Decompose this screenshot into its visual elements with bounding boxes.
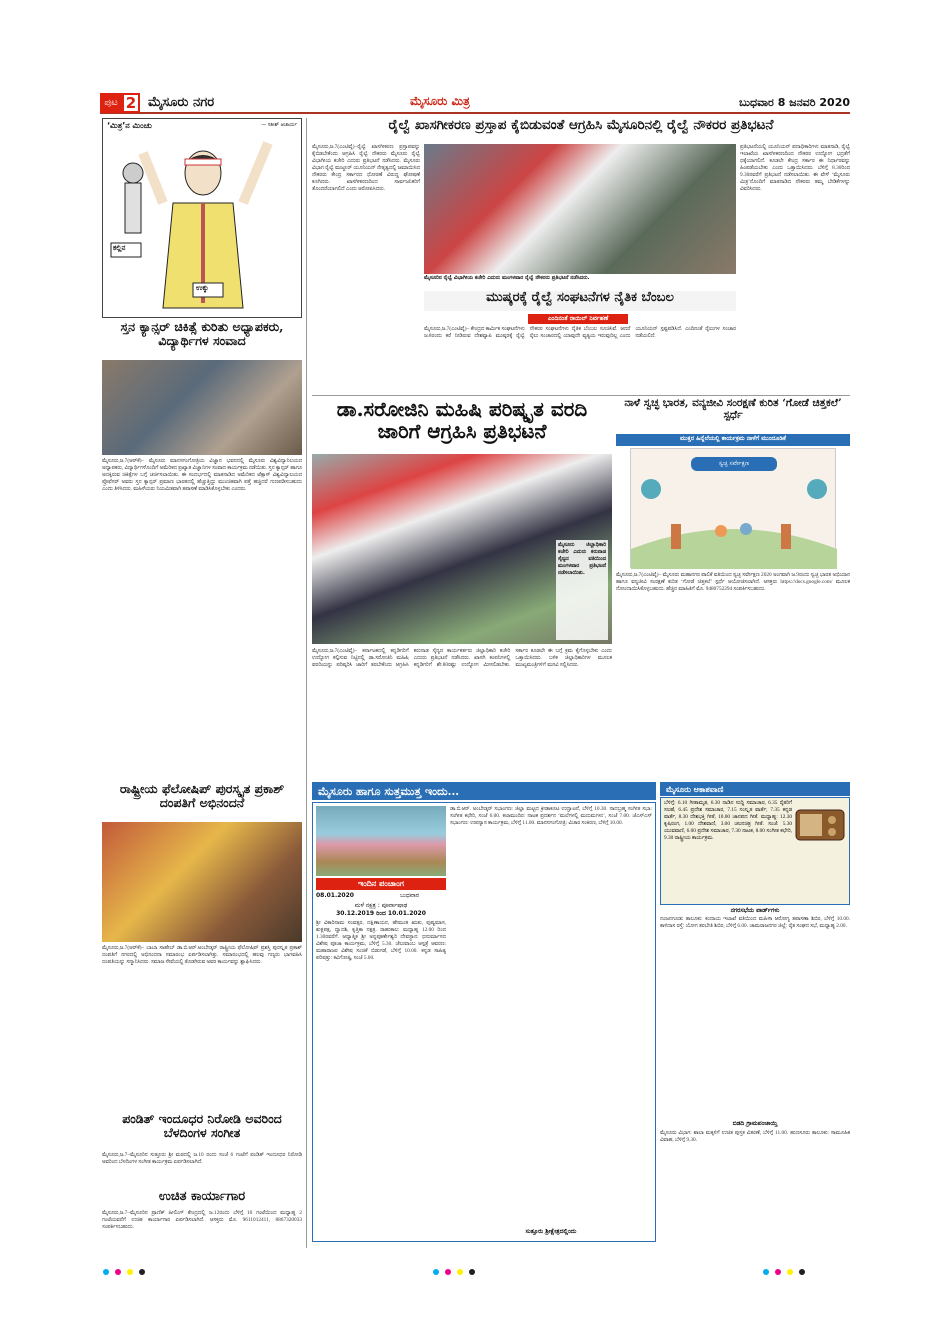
newspaper-page	[100, 92, 850, 1252]
radio-body-2: ನಂಜನಗೂಡು ತಾಲೂಕು: ಕಂದಾಯ ಇಲಾಖೆ ವತಿಯಿಂದ ಮಹಿಳಾ ಆರೋಗ್ಯ ತಪಾಸಣಾ ಶಿಬಿರ, ಬೆಳಿಗ್ಗೆ 10.00. ಕಾಳಿದಾಸ ರಸ್ತೆ: ಯೋಗ ತರಬೇತಿ ಶಿಬಿರ, ಬೆಳಿಗ್ಗೆ 6.00. ಚಾಮರಾಜನಗರ ಜಿಲ್ಲೆ: ರೈತ ಸಂಘದ ಸಭೆ, ಮಧ್ಯಾಹ್ನ 2.00.	[660, 916, 850, 929]
page-label: ಪುಟ	[100, 93, 122, 113]
registration-dot	[787, 1269, 793, 1275]
radio-section-2: ನಗರಸಭೆಯ ವಾರ್ಡ್‌ಗಳು	[730, 907, 780, 914]
railway-headline: ರೈಲ್ವೆ ಖಾಸಗೀಕರಣ ಪ್ರಸ್ತಾಪ ಕೈಬಿಡುವಂತೆ ಆಗ್ರಹಿಸಿ ಮೈಸೂರಿನಲ್ಲಿ ರೈಲ್ವೆ ನೌಕರರ ಪ್ರತಿಭಟನೆ	[388, 118, 774, 133]
events-footer: ಸುತ್ತೂರು ಶ್ರೀಕ್ಷೇತ್ರದಲ್ಲಿಂದು	[525, 1228, 577, 1235]
sarojini-photo-caption: ಮೈಸೂರು ಜಿಲ್ಲಾಧಿಕಾರಿ ಕಚೇರಿ ಎದುರು ಕರುನಾಡ ಸೈನ್ಯದ ವತಿಯಿಂದ ಮಂಗಳವಾರ ಪ್ರತಿಭಟನೆ ನಡೆಸಲಾಯಿತು.	[556, 540, 608, 640]
issue-date: ಬುಧವಾರ 8 ಜನವರಿ 2020	[739, 96, 850, 109]
registration-dot	[469, 1269, 475, 1275]
page-number: 2	[122, 93, 140, 113]
registration-dot	[127, 1269, 133, 1275]
palace-photo	[316, 806, 446, 876]
panchanga-title: ಇಂದಿನ ಪಂಚಾಂಗ	[316, 878, 446, 890]
events-body-right: ಡಾ.ಬಿ.ಆರ್. ಅಂಬೇಡ್ಕರ್ ಸಭಾಂಗಣ: ಜಿಲ್ಲಾ ಮಟ್ಟದ ಕ್ರೀಡಾಕೂಟ ಉದ್ಘಾಟನೆ, ಬೆಳಿಗ್ಗೆ 10.30. ನಾದಬ್ರಹ್ಮ ಸಂಗೀತ ಸಭಾ: ಸಂಗೀತ ಕಛೇರಿ, ಸಂಜೆ 6.00. ಕಲಾಮಂದಿರ: ನಾಟಕ ಪ್ರದರ್ಶನ ‘ಮಲೆಗಳಲ್ಲಿ ಮದುಮಗಳು’, ಸಂಜೆ 7.00. ಜೆಎಸ್‌ಎಸ್ ಸಭಾಂಗಣ: ಉಪನ್ಯಾಸ ಕಾರ್ಯಕ್ರಮ, ಬೆಳಿಗ್ಗೆ 11.00. ಮಾನಸಗಂಗೋತ್ರಿ: ವಿಚಾರ ಸಂಕಿರಣ, ಬೆಳಿಗ್ಗೆ 10.00.	[450, 806, 652, 826]
fellowship-body: ಮೈಸೂರು,ಜ.7(ಆರ್‌ಕೆ)– ಬಾಬಾ ಸಾಹೇಬ್ ಡಾ.ಬಿ.ಆರ್.ಅಂಬೇಡ್ಕರ್ ರಾಷ್ಟ್ರೀಯ ಫೆಲೋಷಿಪ್ ಪ್ರಶಸ್ತಿ ಪುರಸ್ಕೃತ ಪ್ರಕಾಶ್ ದಂಪತಿಗೆ ನಗರದಲ್ಲಿ ಅಭಿನಂದನಾ ಸಮಾರಂಭ ಏರ್ಪಡಿಸಲಾಗಿತ್ತು. ಸಮಾರಂಭದಲ್ಲಿ ಹಲವು ಗಣ್ಯರು ಭಾಗವಹಿಸಿ ದಂಪತಿಯನ್ನು ಸನ್ಮಾನಿಸಿದರು. ಸಮಾಜ ಸೇವೆಯಲ್ಲಿ ತೊಡಗಿರುವ ಅವರ ಕಾರ್ಯವನ್ನು ಶ್ಲಾಘಿಸಿದರು.	[102, 945, 302, 965]
registration-dot	[457, 1269, 463, 1275]
sarojini-body: ಮೈಸೂರು,ಜ.7(ಎಂಟಿವೈ)– ಕರ್ನಾಟಕದಲ್ಲಿ ಕನ್ನಡಿಗರಿಗೆ ಉದ್ಯೋಗ ಕಲ್ಪಿಸುವ ನಿಟ್ಟಿನಲ್ಲಿ ಡಾ.ಸರೋಜಿನಿ ಮಹಿಷಿ ವರದಿಯನ್ನು ಪರಿಷ್ಕರಿಸಿ ಜಾರಿಗೆ ತರಬೇಕೆಂದು ಆಗ್ರಹಿಸಿ ಕರುನಾಡ ಸೈನ್ಯದ ಕಾರ್ಯಕರ್ತರು ಜಿಲ್ಲಾಧಿಕಾರಿ ಕಚೇರಿ ಎದುರು ಪ್ರತಿಭಟನೆ ನಡೆಸಿದರು. ಖಾಸಗಿ ಕಂಪನಿಗಳಲ್ಲಿ ಕನ್ನಡಿಗರಿಗೆ ಶೇ.80ರಷ್ಟು ಉದ್ಯೋಗ ಮೀಸಲಿಡಬೇಕು. ಸರ್ಕಾರ ಕೂಡಲೇ ಈ ಬಗ್ಗೆ ಕ್ರಮ ಕೈಗೊಳ್ಳಬೇಕು ಎಂದು ಒತ್ತಾಯಿಸಿದರು. ಬಳಿಕ ಜಿಲ್ಲಾಧಿಕಾರಿಗಳ ಮೂಲಕ ಮುಖ್ಯಮಂತ್ರಿಗಳಿಗೆ ಮನವಿ ಸಲ್ಲಿಸಿದರು.	[312, 648, 612, 668]
workshop-headline: ಉಚಿತ ಕಾರ್ಯಾಗಾರ	[158, 1190, 246, 1204]
radio-body-3: ಮೈಸೂರು ವಿಭಾಗ: ಶಾಲಾ ಮಕ್ಕಳಿಗೆ ಉಚಿತ ಪುಸ್ತಕ ವಿತರಣೆ, ಬೆಳಿಗ್ಗೆ 11.00. ಹುಣಸೂರು ತಾಲೂಕು: ಸಾಮೂಹಿಕ ವಿವಾಹ, ಬೆಳಿಗ್ಗೆ 9.30.	[660, 1130, 850, 1143]
registration-dot	[775, 1269, 781, 1275]
music-headline: ಪಂಡಿತ್ ಇಂದೂಧರ ನಿರೋಡಿ ಅವರಿಂದ ಬೆಳದಿಂಗಳ ಸಂಗೀತ	[122, 1112, 282, 1140]
registration-dot	[433, 1269, 439, 1275]
swachh-poster	[630, 448, 836, 568]
cancer-headline: ಸ್ತನ ಕ್ಯಾನ್ಸರ್ ಚಿಕಿತ್ಸೆ ಕುರಿತು ಅಧ್ಯಾಪಕರು, ವಿದ್ಯಾರ್ಥಿಗಳ ಸಂವಾದ	[120, 320, 284, 348]
sarojini-headline: ಡಾ.ಸರೋಜಿನಿ ಮಹಿಷಿ ಪರಿಷ್ಕೃತ ವರದಿ ಜಾರಿಗೆ ಆಗ್ರಹಿಸಿ ಪ್ರತಿಭಟನೆ	[336, 398, 588, 443]
registration-dot	[115, 1269, 121, 1275]
registration-dot	[763, 1269, 769, 1275]
cancer-photo	[102, 360, 302, 455]
radio-section-3: ಬಿಡದಿ ಗ್ರಾಮಪಂಚಾಯ್ತಿ	[732, 1120, 778, 1127]
radio-title: ಮೈಸೂರು ಆಕಾಶವಾಣಿ	[660, 782, 850, 796]
railway-caption: ಮೈಸೂರಿನ ರೈಲ್ವೆ ವಿಭಾಗೀಯ ಕಚೇರಿ ಎದುರು ಮಂಗಳವಾರ ರೈಲ್ವೆ ನೌಕರರು ಪ್ರತಿಭಟನೆ ನಡೆಸಿದರು.	[424, 275, 590, 281]
panchanga-date: 08.01.2020	[316, 892, 354, 899]
support-tag: ಎಂದಿನಂತೆ ರಾಯಿಲ್ ನಿರ್ವಹಣೆ	[528, 314, 628, 324]
events-body-left: ಶ್ರೀ ವಿಕಾರಿನಾಮ ಸಂವತ್ಸರ, ದಕ್ಷಿಣಾಯನ, ಹೇಮಂತ ಋತು, ಪುಷ್ಯಮಾಸ, ಶುಕ್ಲಪಕ್ಷ, ದ್ವಾದಶಿ, ಕೃತ್ತಿಕಾ ನಕ್ಷತ್ರ. ರಾಹುಕಾಲ: ಮಧ್ಯಾಹ್ನ 12.00 ರಿಂದ 1.30ರವರೆಗೆ. ಆಧ್ಯಾತ್ಮಿಕ ಶ್ರೀ ಅನ್ನಪೂರ್ಣೇಶ್ವರಿ ದೇವಸ್ಥಾನ: ಧನುರ್ಮಾಸದ ವಿಶೇಷ ಪೂಜಾ ಕಾರ್ಯಕ್ರಮ, ಬೆಳಿಗ್ಗೆ 5.30. ಚೆಲುವಾಂಬ ಆಸ್ಪತ್ರೆ ಆವರಣ: ಮಹಾರಾಜರ ವಿಶೇಷ ಸಂಚಿಕೆ ಬಿಡುಗಡೆ, ಬೆಳಿಗ್ಗೆ 10.00. ಕನ್ನಡ ಸಾಹಿತ್ಯ ಪರಿಷತ್ತು: ಕವಿಗೋಷ್ಠಿ, ಸಂಜೆ 5.00.	[316, 920, 446, 961]
nakshatra: ಮಳೆ ನಕ್ಷತ್ರ : ಪೂರ್ವಾಷಾಢ	[354, 902, 408, 909]
cartoon-artist: — ಸತೀಶ್ ಆಚಾರ್ಯ	[261, 122, 297, 128]
swachh-headline: ನಾಳೆ ಸ್ವಚ್ಛ ಭಾರತ, ವನ್ಯಜೀವಿ ಸಂರಕ್ಷಣೆ ಕುರಿತ ‘ಗೋಡೆ ಚಿತ್ತಕಲೆ’ ಸ್ಪರ್ಧೆ	[624, 398, 842, 421]
poster-illustration	[631, 469, 837, 569]
swachh-banner: ಮುಕ್ತರ ಹಿನ್ನೆಲೆಯಲ್ಲಿ ಕಾರ್ಯಕ್ರಮ ನಾಳೆಗೆ ಮುಂದೂಡಿಕೆ	[616, 434, 850, 446]
registration-dots	[100, 1267, 845, 1277]
registration-dot	[799, 1269, 805, 1275]
registration-dot	[139, 1269, 145, 1275]
cartoon-label-a: ಕಲ್ಲಿನ	[113, 244, 126, 252]
section-name: ಮೈಸೂರು ನಗರ	[148, 95, 215, 110]
page-header	[100, 92, 850, 114]
editorial-cartoon	[102, 118, 302, 318]
poster-label: ಸ್ವಚ್ಛ ಸರ್ವೇಕ್ಷಣ	[691, 457, 777, 471]
support-body: ಮೈಸೂರು,ಜ.7(ಎಂಟಿವೈ)– ಕೇಂದ್ರದ ಕಾರ್ಮಿಕ ಸಂಘಟನೆಗಳು ಜ.8ರಂದು ಕರೆ ನೀಡಿರುವ ದೇಶವ್ಯಾಪಿ ಮುಷ್ಕರಕ್ಕೆ ರೈಲ್ವೆ ನೌಕರರ ಸಂಘಟನೆಗಳು ನೈತಿಕ ಬೆಂಬಲ ಸೂಚಿಸಿವೆ. ಆದರೆ ರೈಲು ಸಂಚಾರದಲ್ಲಿ ಯಾವುದೇ ವ್ಯತ್ಯಯ ಇರುವುದಿಲ್ಲ ಎಂದು ಯೂನಿಯನ್ ಸ್ಪಷ್ಟಪಡಿಸಿದೆ. ಎಂದಿನಂತೆ ರೈಲುಗಳ ಸಂಚಾರ ನಡೆಯಲಿದೆ.	[424, 326, 736, 339]
registration-dot	[103, 1269, 109, 1275]
support-headline: ಮುಷ್ಕರಕ್ಕೆ ರೈಲ್ವೆ ಸಂಘಟನೆಗಳ ನೈತಿಕ ಬೆಂಬಲ	[424, 291, 736, 311]
section-divider	[312, 395, 850, 396]
music-body: ಮೈಸೂರು,ಜ.7–ಮೈಸೂರಿನ ಸುತ್ತೂರು ಶ್ರೀ ಮಠದಲ್ಲಿ ಜ.10 ರಂದು ಸಂಜೆ 6 ಗಂಟೆಗೆ ಪಂಡಿತ್ ಇಂದೂಧರ ನಿರೋಡಿ ಅವರಿಂದ ಬೆಳದಿಂಗಳ ಸಂಗೀತ ಕಾರ್ಯಕ್ರಮ ಏರ್ಪಡಿಸಲಾಗಿದೆ.	[102, 1152, 302, 1165]
registration-dot	[445, 1269, 451, 1275]
cartoon-label-b: ಉಕ್ಕು	[196, 284, 209, 292]
swachh-body: ಮೈಸೂರು,ಜ.7(ಎಂಟಿವೈ)– ಮೈಸೂರು ಮಹಾನಗರ ಪಾಲಿಕೆ ವತಿಯಿಂದ ಸ್ವಚ್ಛ ಸರ್ವೇಕ್ಷಣ 2020 ಅಂಗವಾಗಿ ಜ.9ರಂದು ಸ್ವಚ್ಛ ಭಾರತ ಅಭಿಯಾನ ಹಾಗೂ ವನ್ಯಜೀವಿ ಸಂರಕ್ಷಣೆ ಕುರಿತ ‘ಗೋಡೆ ಚಿತ್ತಕಲೆ’ ಸ್ಪರ್ಧೆ ಆಯೋಜಿಸಲಾಗಿದೆ. ಆಸಕ್ತರು https://docs.google.com/ ಮೂಲಕ ನೋಂದಾಯಿಸಿಕೊಳ್ಳಬಹುದು. ಹೆಚ್ಚಿನ ಮಾಹಿತಿಗೆ ಮೊ. 9480752294 ಸಂಪರ್ಕಿಸಬಹುದು.	[616, 572, 850, 592]
railway-photo	[424, 144, 736, 274]
registration-marks	[100, 1262, 845, 1272]
workshop-body: ಮೈಸೂರು,ಜ.7–ಮೈಸೂರಿನ ಪ್ರಾಣಿಕ್ ಹೀಲಿಂಗ್ ಕೇಂದ್ರದಲ್ಲಿ ಜ.12ರಂದು ಬೆಳಿಗ್ಗೆ 10 ಗಂಟೆಯಿಂದ ಮಧ್ಯಾಹ್ನ 2 ಗಂಟೆಯವರೆಗೆ ಉಚಿತ ಕಾರ್ಯಾಗಾರ ಏರ್ಪಡಿಸಲಾಗಿದೆ. ಆಸಕ್ತರು ಮೊ. 9611012411, 8867320033 ಸಂಪರ್ಕಿಸಬಹುದು.	[102, 1210, 302, 1230]
fellowship-photo	[102, 822, 302, 942]
cancer-body: ಮೈಸೂರು,ಜ.7(ಆರ್‌ಕೆ)– ಮೈಸೂರು ಮಾನಸಗಂಗೋತ್ರಿಯ ವಿಜ್ಞಾನ ಭವನದಲ್ಲಿ ಮೈಸೂರು ವಿಶ್ವವಿದ್ಯಾನಿಲಯದ ಅಧ್ಯಾಪಕರು, ವಿದ್ಯಾರ್ಥಿಗಳೊಂದಿಗೆ ಅಮೆರಿಕದ ಪ್ರಖ್ಯಾತ ವಿಜ್ಞಾನಿಗಳ ಸಂವಾದ ಕಾರ್ಯಕ್ರಮ ನಡೆಯಿತು. ಸ್ತನ ಕ್ಯಾನ್ಸರ್ ಹಾಗೂ ಅದಕ್ಕಿರುವ ಚಿಕಿತ್ಸೆಗಳ ಬಗ್ಗೆ ಚರ್ಚಿಸಲಾಯಿತು. ಈ ಸಂದರ್ಭದಲ್ಲಿ ಮಾತನಾಡಿದ ಅಮೆರಿಕದ ಟೆಕ್ಸಾಸ್ ವಿಶ್ವವಿದ್ಯಾಲಯದ ಪ್ರೊಫೆಸರ್ ಅವರು ಸ್ತನ ಕ್ಯಾನ್ಸರ್ ಪ್ರಮಾಣ ಭಾರತದಲ್ಲಿ ಹೆಚ್ಚುತ್ತಿದ್ದು ಮುಂಚಿತವಾಗಿ ಪತ್ತೆ ಹಚ್ಚಿದರೆ ಗುಣಪಡಿಸಬಹುದು ಎಂದು ತಿಳಿಸಿದರು. ಮಹಿಳೆಯರು ನಿಯಮಿತವಾಗಿ ತಪಾಸಣೆ ಮಾಡಿಸಿಕೊಳ್ಳಬೇಕು ಎಂದರು.	[102, 458, 302, 492]
column-divider	[306, 118, 307, 1248]
radio-icon	[794, 804, 846, 844]
radio-body: ಬೆಳಿಗ್ಗೆ: 6.10 ಗೀತಾಮೃತ, 6.30 ನಾಡಿನ ಸುದ್ದಿ ಸಮಾಚಾರ, 6.35 ರೈತರಿಗೆ ಸಲಹೆ, 6.45 ಪ್ರದೇಶ ಸಮಾಚಾರ, 7.15 ಸಂಸ್ಕೃತ ವಾರ್ತೆ, 7.35 ಕನ್ನಡ ವಾರ್ತೆ, 8.30 ದೇಶಭಕ್ತಿ ಗೀತೆ, 10.00 ಜಾನಪದ ಗೀತೆ. ಮಧ್ಯಾಹ್ನ: 12.30 ಕೃಷಿರಂಗ, 1.00 ದೇಶವಾಣಿ, 3.00 ಚಲನಚಿತ್ರ ಗೀತೆ. ಸಂಜೆ: 5.30 ಯುವವಾಣಿ, 6.00 ಪ್ರದೇಶ ಸಮಾಚಾರ, 7.30 ನಾಟಕ, 8.00 ಸಂಗೀತ ಕಛೇರಿ, 9.30 ರಾಷ್ಟ್ರೀಯ ಕಾರ್ಯಕ್ರಮ.	[664, 800, 792, 841]
panchanga-day: ಬುಧವಾರ	[400, 892, 419, 899]
railway-body-left: ಮೈಸೂರು,ಜ.7(ಎಂಟಿವೈ)–ರೈಲ್ವೆ ಖಾಸಗೀಕರಣ ಪ್ರಸ್ತಾಪವನ್ನು ಕೈಬಿಡಬೇಕೆಂದು ಆಗ್ರಹಿಸಿ ರೈಲ್ವೆ ನೌಕರರು ಮೈಸೂರು ರೈಲ್ವೆ ವಿಭಾಗೀಯ ಕಚೇರಿ ಎದುರು ಪ್ರತಿಭಟನೆ ನಡೆಸಿದರು. ಮೈಸೂರು ವಿಭಾಗ ರೈಲ್ವೆ ಮಜ್ದೂರ್ ಯೂನಿಯನ್ ನೇತೃತ್ವದಲ್ಲಿ ಜಮಾಯಿಸಿದ ನೌಕರರು ಕೇಂದ್ರ ಸರ್ಕಾರದ ಧೋರಣೆ ವಿರುದ್ಧ ಘೋಷಣೆ ಕೂಗಿದರು. ಖಾಸಗೀಕರಣದಿಂದ ಸಾರ್ವಜನಿಕರಿಗೆ ತೊಂದರೆಯಾಗಲಿದೆ ಎಂದು ಆರೋಪಿಸಿದರು.	[312, 144, 420, 192]
masthead: ಮೈಸೂರು ಮಿತ್ರ	[410, 94, 470, 108]
events-title: ಮೈಸೂರು ಹಾಗೂ ಸುತ್ತಮುತ್ತ ಇಂದು...	[312, 782, 656, 800]
railway-body-right: ಪ್ರತಿಭಟನೆಯಲ್ಲಿ ಯೂನಿಯನ್ ಪದಾಧಿಕಾರಿಗಳು ಮಾತನಾಡಿ, ರೈಲ್ವೆ ಇಲಾಖೆಯ ಖಾಸಗೀಕರಣದಿಂದ ನೌಕರರ ಉದ್ಯೋಗ ಭದ್ರತೆಗೆ ಧಕ್ಕೆಯಾಗಲಿದೆ. ಕೂಡಲೇ ಕೇಂದ್ರ ಸರ್ಕಾರ ಈ ನಿರ್ಧಾರವನ್ನು ಹಿಂಪಡೆಯಬೇಕು ಎಂದು ಒತ್ತಾಯಿಸಿದರು. ಬೆಳಿಗ್ಗೆ 8.30ರಿಂದ 9.30ರವರೆಗೆ ಪ್ರತಿಭಟನೆ ನಡೆಸಲಾಯಿತು. ಈ ವೇಳೆ ‘ಮೈಸೂರು ಮಿತ್ರ’ನೊಂದಿಗೆ ಮಾತನಾಡಿದ ನೌಕರರು ತಮ್ಮ ಬೇಡಿಕೆಗಳನ್ನು ವಿವರಿಸಿದರು.	[740, 144, 850, 192]
nakshatra-range: 30.12.2019 ರಿಂದ 10.01.2020	[336, 910, 426, 917]
cartoon-title: ‘ಮಿತ್ರ’ನ ಮಿಂಚು	[107, 121, 152, 130]
fellowship-headline: ರಾಷ್ಟ್ರೀಯ ಫೆಲೋಷಿಪ್ ಪುರಸ್ಕೃತ ಪ್ರಕಾಶ್ ದಂಪತಿಗೆ ಅಭಿನಂದನೆ	[119, 782, 285, 810]
